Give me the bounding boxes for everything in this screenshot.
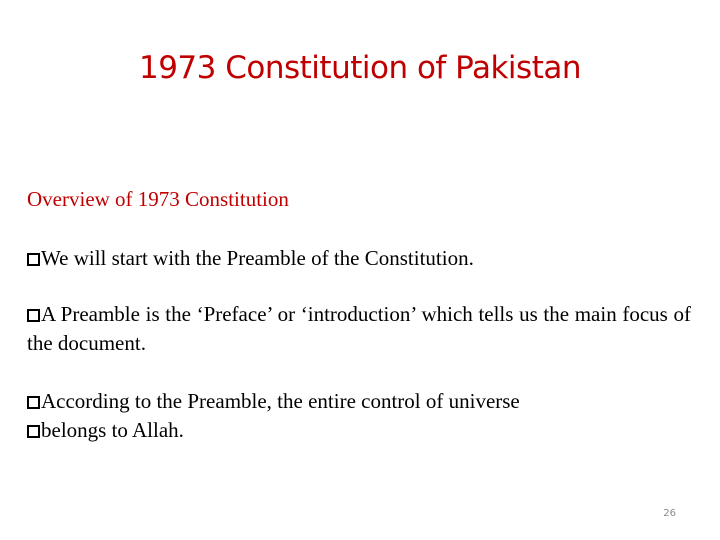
bullet-text: We will start with the Preamble of the Constitution.	[41, 246, 474, 270]
bullet-item	[27, 300, 691, 358]
bullet-text: According to the Preamble, the entire control of universe	[41, 389, 520, 413]
slide-title: 1973 Constitution of Pakistan	[138, 50, 581, 86]
bullet-item	[27, 244, 691, 273]
hollow-square-bullet-icon	[27, 253, 40, 266]
section-subheading: Overview of 1973 Constitution	[27, 187, 289, 211]
bullet-item	[27, 387, 691, 416]
hollow-square-bullet-icon	[27, 425, 40, 438]
bullet-text: belongs to Allah.	[41, 418, 184, 442]
hollow-square-bullet-icon	[27, 396, 40, 409]
bullet-item	[27, 416, 691, 445]
page-number: 26	[663, 508, 676, 519]
bullet-text: A Preamble is the ‘Preface’ or ‘introduction’ which tells us the main focus of the document.	[27, 302, 691, 355]
hollow-square-bullet-icon	[27, 309, 40, 322]
